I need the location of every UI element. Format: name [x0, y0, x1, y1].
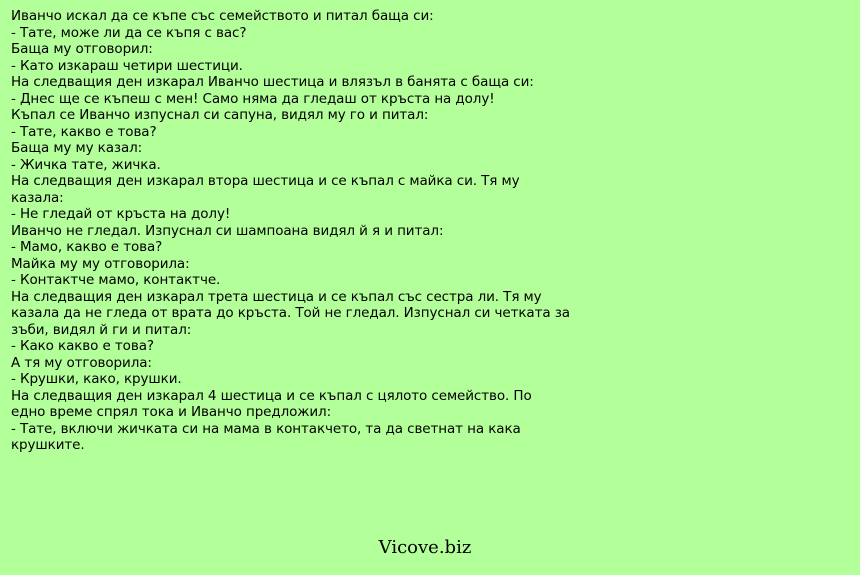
joke-line: На следващия ден изкарал трета шестица и се къпал със сестра ли. Тя му	[11, 288, 542, 305]
joke-line: - Жичка тате, жичка.	[11, 156, 161, 173]
joke-line: Иванчо не гледал. Изпуснал си шампоана видял й я и питал:	[11, 222, 444, 239]
joke-line: едно време спрял тока и Иванчо предложил:	[11, 404, 332, 420]
joke-line: На следващия ден изкарал Иванчо шестица и влязъл в банята с баща си:	[11, 74, 534, 90]
joke-line: - Не гледай от кръста на долу!	[11, 206, 231, 222]
joke-line: На следващия ден изкарал втора шестица и се къпал с майка си. Тя му	[11, 173, 520, 189]
joke-line: казала да не гледа от врата до кръста. Той не гледал. Изпуснал си четката за	[11, 305, 570, 321]
joke-text	[11, 8, 611, 454]
joke-line: - Мамо, какво е това?	[11, 239, 163, 255]
joke-line: Иванчо искал да се къпе със семейството и питал баща си:	[11, 8, 434, 24]
joke-line: Къпал се Иванчо изпуснал си сапуна, видял му го и питал:	[11, 107, 429, 123]
joke-line: - Контактче мамо, контактче.	[11, 272, 221, 288]
joke-line: - Тате, може ли да се къпя с вас?	[11, 24, 247, 41]
joke-line: - Крушки, како, крушки.	[11, 371, 182, 387]
joke-line: - Като изкараш четири шестици.	[11, 57, 243, 74]
joke-line: На следващия ден изкарал 4 шестица и се къпал с цялото семейство. По	[11, 387, 532, 404]
joke-line: крушките.	[11, 437, 85, 453]
joke-line: Баща му му казал:	[11, 140, 143, 156]
joke-line: - Тате, какво е това?	[11, 123, 157, 140]
joke-line: Майка му му отговорила:	[11, 255, 190, 272]
joke-line: - Тате, включи жичката си на мама в контакчето, та да светнат на кака	[11, 420, 521, 437]
joke-line: Баща му отговорил:	[11, 41, 153, 57]
joke-line: зъби, видял й ги и питал:	[11, 321, 192, 338]
joke-line: казала:	[11, 189, 64, 206]
joke-line: - Како какво е това?	[11, 338, 154, 354]
joke-line: А тя му отговорила:	[11, 354, 152, 371]
site-watermark: Vicove.biz	[378, 537, 472, 558]
joke-line: - Днес ще се къпеш с мен! Само няма да гледаш от кръста на долу!	[11, 90, 495, 107]
